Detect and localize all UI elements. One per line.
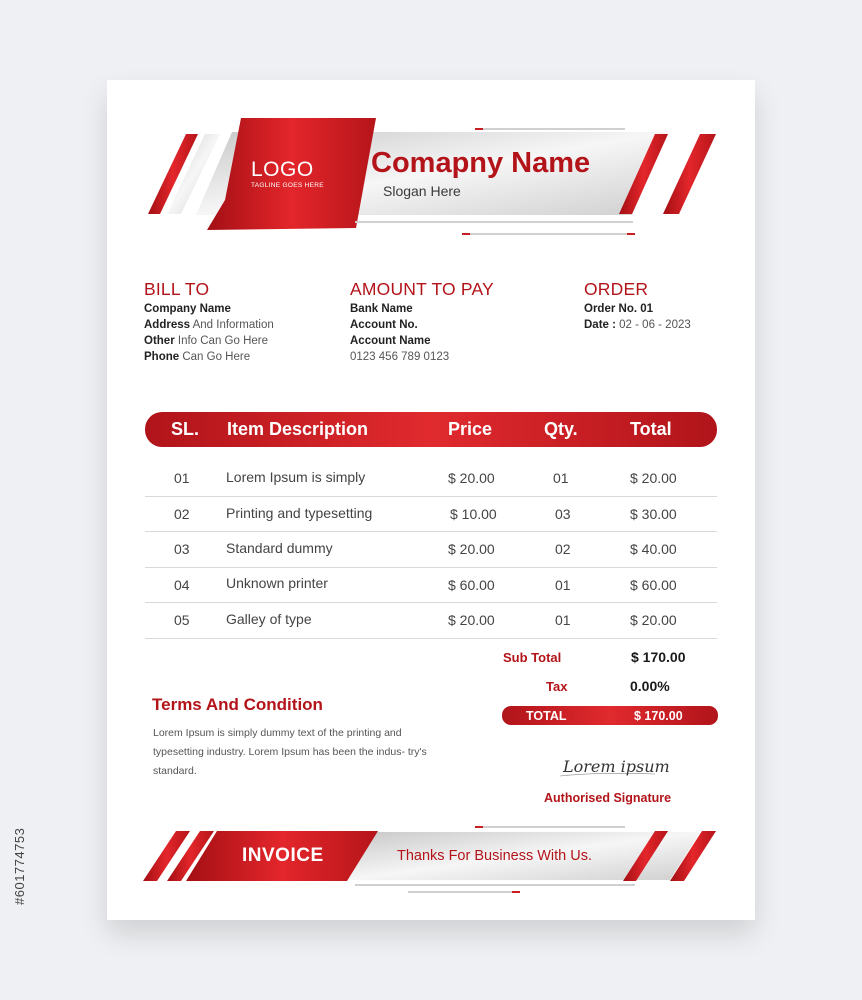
row-sl: 04 xyxy=(174,577,190,593)
row-divider xyxy=(145,531,717,532)
terms-text: Lorem Ipsum is simply dummy text of the printing and typesetting industry. Lorem Ipsum has been the indus- try's standard. xyxy=(153,727,427,777)
bank-name: Bank Name xyxy=(350,303,413,315)
row-price: $ 20.00 xyxy=(448,541,495,557)
row-sl: 02 xyxy=(174,506,190,522)
row-total: $ 20.00 xyxy=(630,470,677,486)
header-stripe-4 xyxy=(663,134,716,214)
account-name: Account Name xyxy=(350,335,431,347)
row-qty: 01 xyxy=(553,470,569,486)
row-qty: 03 xyxy=(555,506,571,522)
row-divider xyxy=(145,496,717,497)
row-total: $ 40.00 xyxy=(630,541,677,557)
subtotal-label: Sub Total xyxy=(503,650,562,665)
row-qty: 02 xyxy=(555,541,571,557)
slogan: Slogan Here xyxy=(383,183,461,199)
th-qty: Qty. xyxy=(544,419,578,439)
th-total: Total xyxy=(630,419,672,439)
row-total: $ 30.00 xyxy=(630,506,677,522)
order-title: ORDER xyxy=(584,279,649,299)
order-no: Order No. 01 xyxy=(584,303,654,315)
tax-value: 0.00% xyxy=(630,678,670,694)
row-price: $ 20.00 xyxy=(448,612,495,628)
bill-to-address: Address And Information xyxy=(144,319,274,331)
row-divider xyxy=(145,638,717,639)
row-qty: 01 xyxy=(555,612,571,628)
bill-to-phone: Phone Can Go Here xyxy=(144,351,251,363)
account-no: Account No. xyxy=(350,319,418,331)
signature-label: Authorised Signature xyxy=(544,791,672,805)
row-sl: 05 xyxy=(174,612,190,628)
signature-script: Lorem ipsum xyxy=(563,757,670,776)
row-desc: Galley of type xyxy=(226,611,312,627)
account-number: 0123 456 789 0123 xyxy=(350,351,450,363)
row-price: $ 20.00 xyxy=(448,470,495,486)
row-desc: Printing and typesetting xyxy=(226,505,373,521)
order-date: Date : 02 - 06 - 2023 xyxy=(584,319,691,331)
row-price: $ 60.00 xyxy=(448,577,495,593)
row-qty: 01 xyxy=(555,577,571,593)
row-total: $ 20.00 xyxy=(630,612,677,628)
thanks-message: Thanks For Business With Us. xyxy=(397,848,592,864)
invoice-title: INVOICE xyxy=(242,845,324,866)
terms-title: Terms And Condition xyxy=(152,695,323,714)
row-sl: 01 xyxy=(174,470,190,486)
logo-tagline: TAGLINE GOES HERE xyxy=(251,182,324,189)
bill-to-title: BILL TO xyxy=(144,279,210,299)
th-price: Price xyxy=(448,419,493,439)
bill-to-other: Other Info Can Go Here xyxy=(144,335,269,347)
company-name: Comapny Name xyxy=(371,147,591,179)
row-desc: Standard dummy xyxy=(226,540,333,556)
logo: LOGO xyxy=(251,158,314,181)
th-description: Item Description xyxy=(227,419,369,439)
stock-id: #601774753 xyxy=(12,827,27,905)
total-value: $ 170.00 xyxy=(634,709,683,723)
row-price: $ 10.00 xyxy=(450,506,497,522)
amount-title: AMOUNT TO PAY xyxy=(350,279,494,299)
row-desc: Lorem Ipsum is simply xyxy=(226,469,366,485)
total-label: TOTAL xyxy=(526,709,567,723)
row-divider xyxy=(145,567,717,568)
row-total: $ 60.00 xyxy=(630,577,677,593)
bill-to-company: Company Name xyxy=(144,303,231,315)
row-divider xyxy=(145,602,717,603)
row-sl: 03 xyxy=(174,541,190,557)
tax-label: Tax xyxy=(546,679,568,694)
th-sl: SL. xyxy=(171,419,200,439)
subtotal-value: $ 170.00 xyxy=(631,649,686,665)
row-desc: Unknown printer xyxy=(226,575,328,591)
